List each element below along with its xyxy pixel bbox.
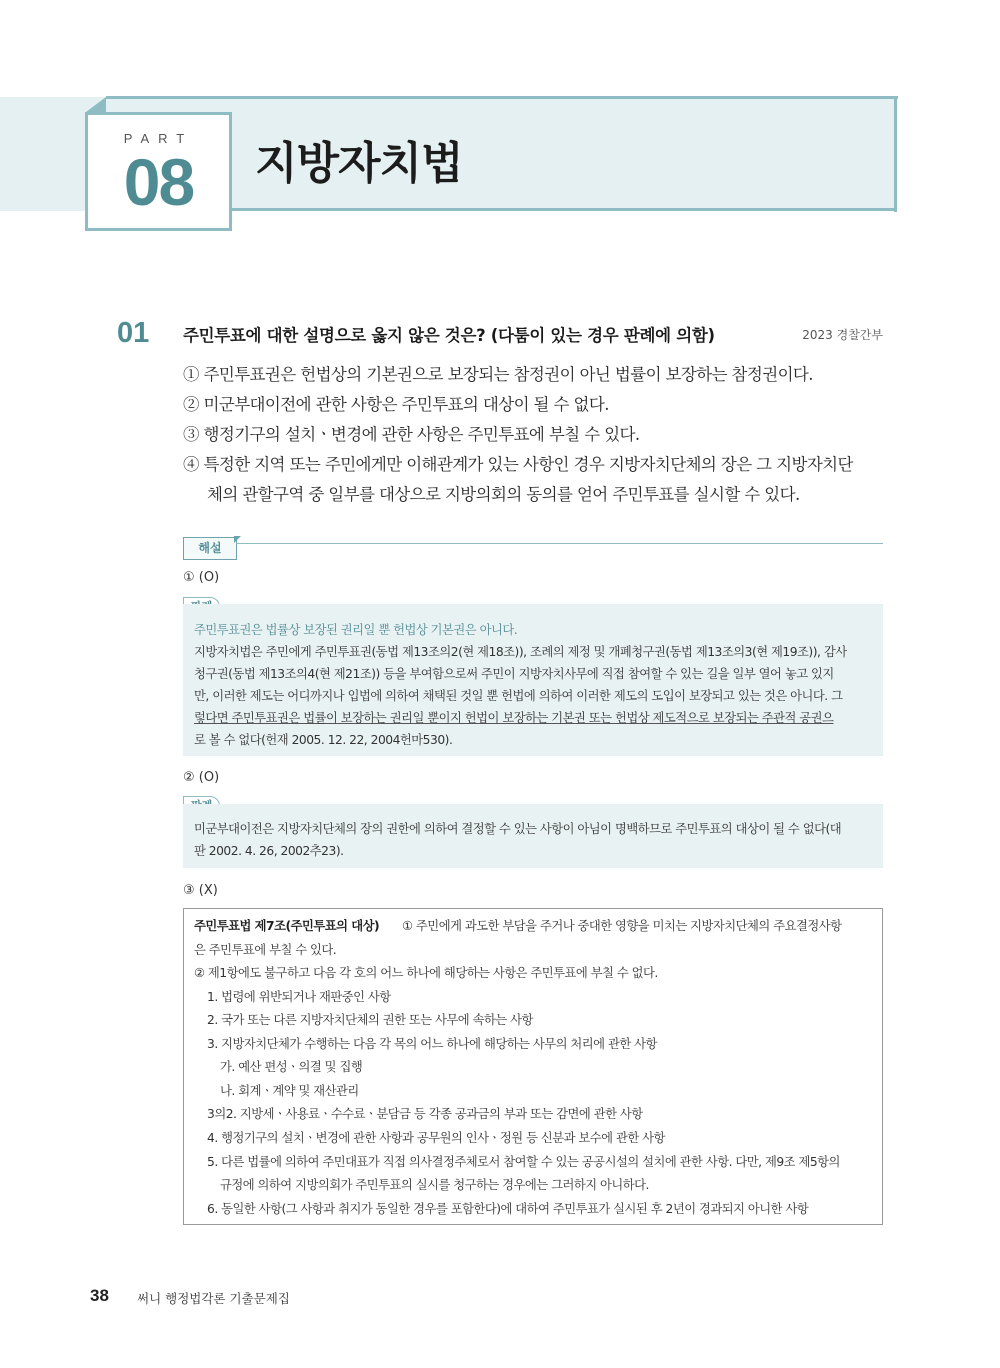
- precedent-1-line: 렇다면 주민투표권은 법률이 보장하는 권리일 뿐이지 헌법이 보장하는 기본권 또는 헌법상 제도적으로 보장되는 주관적 공권으: [194, 711, 834, 725]
- law-line: ② 제1항에도 불구하고 다음 각 호의 어느 하나에 해당하는 사항은 주민투표에 부칠 수 없다.: [194, 966, 658, 980]
- law-line: ① 주민에게 과도한 부담을 주거나 중대한 영향을 미치는 지방자치단체의 주요결정사항: [402, 919, 842, 933]
- precedent-1-line: 로 볼 수 없다(헌재 2005. 12. 22, 2004헌마530).: [194, 733, 453, 747]
- precedent-1-line: 청구권(동법 제13조의4(현 제21조)) 등을 부여함으로써 주민이 지방자치사무에 직접 참여할 수 있는 길을 일부 열어 놓고 있지: [194, 667, 834, 681]
- explanation-label: 해설: [183, 537, 237, 560]
- law-line: 6. 동일한 사항(그 사항과 취지가 동일한 경우를 포함한다)에 대하여 주민투표가 실시된 후 2년이 경과되지 아니한 사항: [207, 1202, 809, 1216]
- law-line: 2. 국가 또는 다른 지방자치단체의 권한 또는 사무에 속하는 사항: [207, 1013, 533, 1027]
- precedent-2-line: 미군부대이전은 지방자치단체의 장의 권한에 의하여 결정할 수 있는 사항이 아님이 명백하므로 주민투표의 대상이 될 수 없다(대: [194, 822, 842, 836]
- precedent-2-line: 판 2002. 4. 26, 2002추23).: [194, 844, 344, 858]
- precedent-1-summary: 주민투표권은 법률상 보장된 권리일 뿐 헌법상 기본권은 아니다.: [194, 623, 518, 637]
- law-line: 3의2. 지방세ㆍ사용료ㆍ수수료ㆍ분담금 등 각종 공과금의 부과 또는 감면에 관한 사항: [207, 1107, 643, 1121]
- header-border-bottom: [230, 208, 897, 211]
- law-line: 가. 예산 편성ㆍ의결 및 집행: [220, 1060, 363, 1074]
- precedent-1-line: 만, 이러한 제도는 어디까지나 입법에 의하여 채택된 것일 뿐 헌법에 의하여 이러한 제도의 도입이 보장되고 있는 것은 아니다. 그: [194, 689, 843, 703]
- law-line: 4. 행정기구의 설치ㆍ변경에 관한 사항과 공무원의 인사ㆍ정원 등 신분과 보수에 관한 사항: [207, 1131, 665, 1145]
- option-4: ④ 특정한 지역 또는 주민에게만 이해관계가 있는 사항인 경우 지방자치단체의 장은 그 지방자치단: [183, 455, 853, 474]
- law-line: 3. 지방자치단체가 수행하는 다음 각 목의 어느 하나에 해당하는 사무의 처리에 관한 사항: [207, 1037, 657, 1051]
- precedent-text-2: [194, 818, 874, 862]
- law-line: 규정에 의하여 지방의회가 주민투표의 실시를 청구하는 경우에는 그러하지 아니하다.: [220, 1178, 649, 1192]
- law-line: 나. 회계ㆍ계약 및 재산관리: [220, 1084, 359, 1098]
- option-1: ① 주민투표권은 헌법상의 기본권으로 보장되는 참정권이 아닌 법률이 보장하는 참정권이다.: [183, 365, 813, 384]
- option-4-continued: 체의 관할구역 중 일부를 대상으로 지방의회의 동의를 얻어 주민투표를 실시할 수 있다.: [207, 485, 800, 504]
- explanation-divider: [236, 543, 883, 544]
- header-border-right: [894, 96, 897, 212]
- book-title: 써니 행정법각론 기출문제집: [137, 1291, 290, 1306]
- explanation-mark-1: ① (O): [183, 570, 220, 585]
- header-border-top: [106, 96, 898, 99]
- precedent-text-1: [194, 619, 874, 751]
- explanation-label-corner: [234, 536, 241, 543]
- option-2: ② 미군부대이전에 관한 사항은 주민투표의 대상이 될 수 없다.: [183, 395, 609, 414]
- explanation-mark-3: ③ (X): [183, 883, 218, 898]
- question-number: 01: [117, 317, 150, 349]
- law-line: 5. 다른 법률에 의하여 주민대표가 직접 의사결정주체로서 참여할 수 있는 공공시설의 설치에 관한 사항. 다만, 제9조 제5항의: [207, 1155, 840, 1169]
- chapter-title: 지방자치법: [255, 138, 463, 189]
- part-label: PART: [123, 131, 194, 146]
- option-3: ③ 행정기구의 설치ㆍ변경에 관한 사항은 주민투표에 부칠 수 있다.: [183, 425, 640, 444]
- header-fold-corner: [86, 97, 106, 112]
- law-article-title: 주민투표법 제7조(주민투표의 대상): [194, 919, 380, 933]
- part-number: 08: [123, 145, 194, 219]
- precedent-1-line: 지방자치법은 주민에게 주민투표권(동법 제13조의2(현 제18조)), 조례의 제정 및 개폐청구권(동법 제13조의3(현 제19조)), 감사: [194, 645, 847, 659]
- question-text: 주민투표에 대한 설명으로 옳지 않은 것은? (다툼이 있는 경우 판례에 의함): [183, 326, 715, 345]
- question-source: 2023 경찰간부: [802, 328, 883, 342]
- explanation-mark-2: ② (O): [183, 770, 220, 785]
- page-number: 38: [90, 1286, 109, 1305]
- law-line: 1. 법령에 위반되거나 재판중인 사항: [207, 990, 391, 1004]
- law-line: 은 주민투표에 부칠 수 있다.: [194, 943, 337, 957]
